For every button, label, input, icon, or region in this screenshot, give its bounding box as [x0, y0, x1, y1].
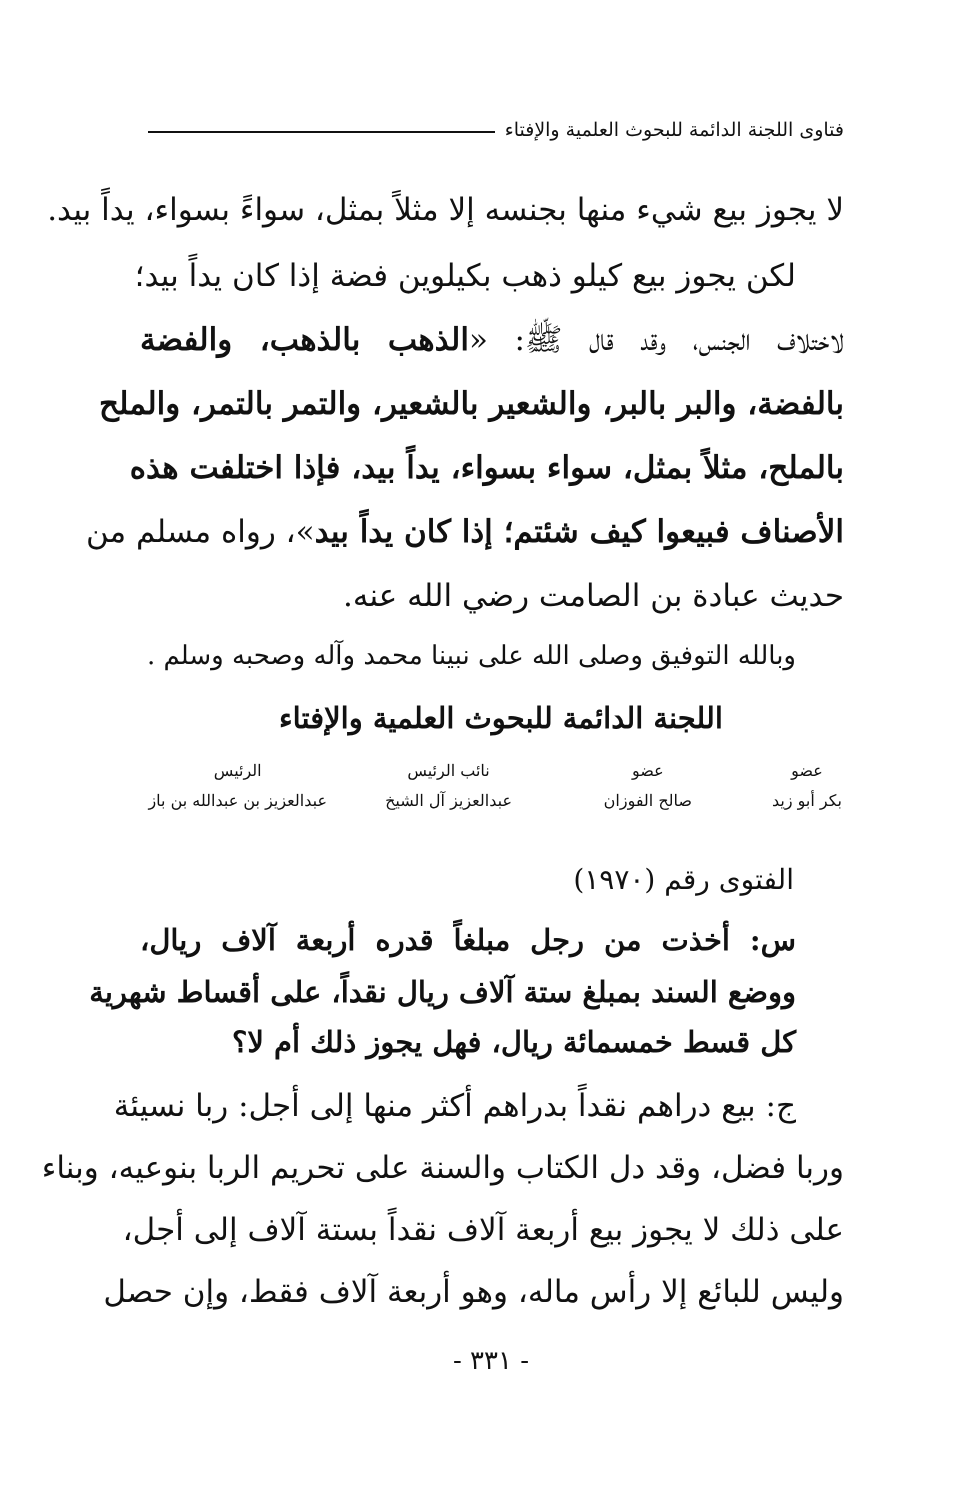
question-line-3: كل قسط خمسمائة ريال، فهل يجوز ذلك أم لا؟: [231, 1025, 796, 1059]
hadith-line-2: بالفضة، والبر بالبر، والشعير بالشعير، والتمر بالتمر، والملح: [99, 386, 844, 422]
closing-line: وبالله التوفيق وصلى الله على نبينا محمد وآله وصحبه وسلم .: [146, 641, 796, 671]
signatory-role: عضو: [631, 761, 664, 780]
signatory-name: صالح الفوزان: [603, 791, 692, 810]
fatwa-number: الفتوى رقم (١٩٧٠): [573, 863, 794, 896]
running-header-title: فتاوى اللجنة الدائمة للبحوث العلمية والإفتاء: [504, 119, 844, 141]
text-line-6: [85, 512, 844, 552]
header-rule: [148, 131, 495, 133]
signatories: [150, 756, 842, 826]
committee-title: اللجنة الدائمة للبحوث العلمية والإفتاء: [279, 701, 723, 735]
signatory-al-shaikh: [385, 756, 512, 816]
answer-line-3: على ذلك لا يجوز بيع أربعة آلاف نقداً بستة آلاف إلى أجل،: [122, 1212, 844, 1248]
signatory-name: بكر أبو زيد: [771, 791, 842, 810]
question-line-1: س: أخذت من رجل مبلغاً قدره أربعة آلاف ريال،: [140, 923, 796, 957]
answer-line-1: ج: بيع دراهم نقداً بدراهم أكثر منها إلى أجل: ربا نسيئة: [113, 1088, 796, 1124]
signatory-role: الرئيس: [213, 761, 262, 780]
page-number: - ٣٣١ -: [452, 1346, 530, 1376]
hadith-text-end: الأصناف فبيعوا كيف شئتم؛ إذا كان يداً بيد: [314, 514, 844, 550]
signatory-role: نائب الرئيس: [407, 761, 490, 780]
text-line-2: لكن يجوز بيع كيلو ذهب بكيلوين فضة إذا كان يداً بيد؛: [134, 258, 796, 294]
question-line-2: ووضع السند بمبلغ ستة آلاف ريال نقداً، على أقساط شهرية: [89, 975, 796, 1009]
signatory-name: عبدالعزيز بن عبدالله بن باز: [148, 791, 327, 810]
signatory-fawzan: [604, 756, 692, 816]
signatory-bakr: [772, 756, 842, 816]
answer-line-4: وليس للبائع إلا رأس ماله، وهو أربعة آلاف فقط، وإن حصل: [103, 1274, 844, 1310]
text-line-3-plain: لاختلاف الجنس، وقد قال ﷺ: «: [468, 322, 844, 358]
signatory-bin-baz: [148, 756, 327, 816]
signatory-name: عبدالعزيز آل الشيخ: [385, 791, 512, 810]
hadith-text-start: الذهب بالذهب، والفضة: [140, 322, 469, 358]
answer-line-2: وربا فضل، وقد دل الكتاب والسنة على تحريم الربا بنوعيه، وبناء: [41, 1150, 844, 1186]
text-line-3: [140, 320, 844, 360]
text-line-1: لا يجوز بيع شيء منها بجنسه إلا مثلاً بمثل، سواءً بسواء، يداً بيد.: [47, 192, 844, 228]
signatory-role: عضو: [791, 761, 823, 780]
text-line-6-plain: »، رواه مسلم من: [85, 514, 315, 550]
running-header: [148, 112, 844, 148]
hadith-line-3: بالملح، مثلاً بمثل، سواء بسواء، يداً بيد، فإذا اختلفت هذه: [129, 450, 844, 486]
text-line-7: حديث عبادة بن الصامت رضي الله عنه.: [342, 578, 844, 614]
